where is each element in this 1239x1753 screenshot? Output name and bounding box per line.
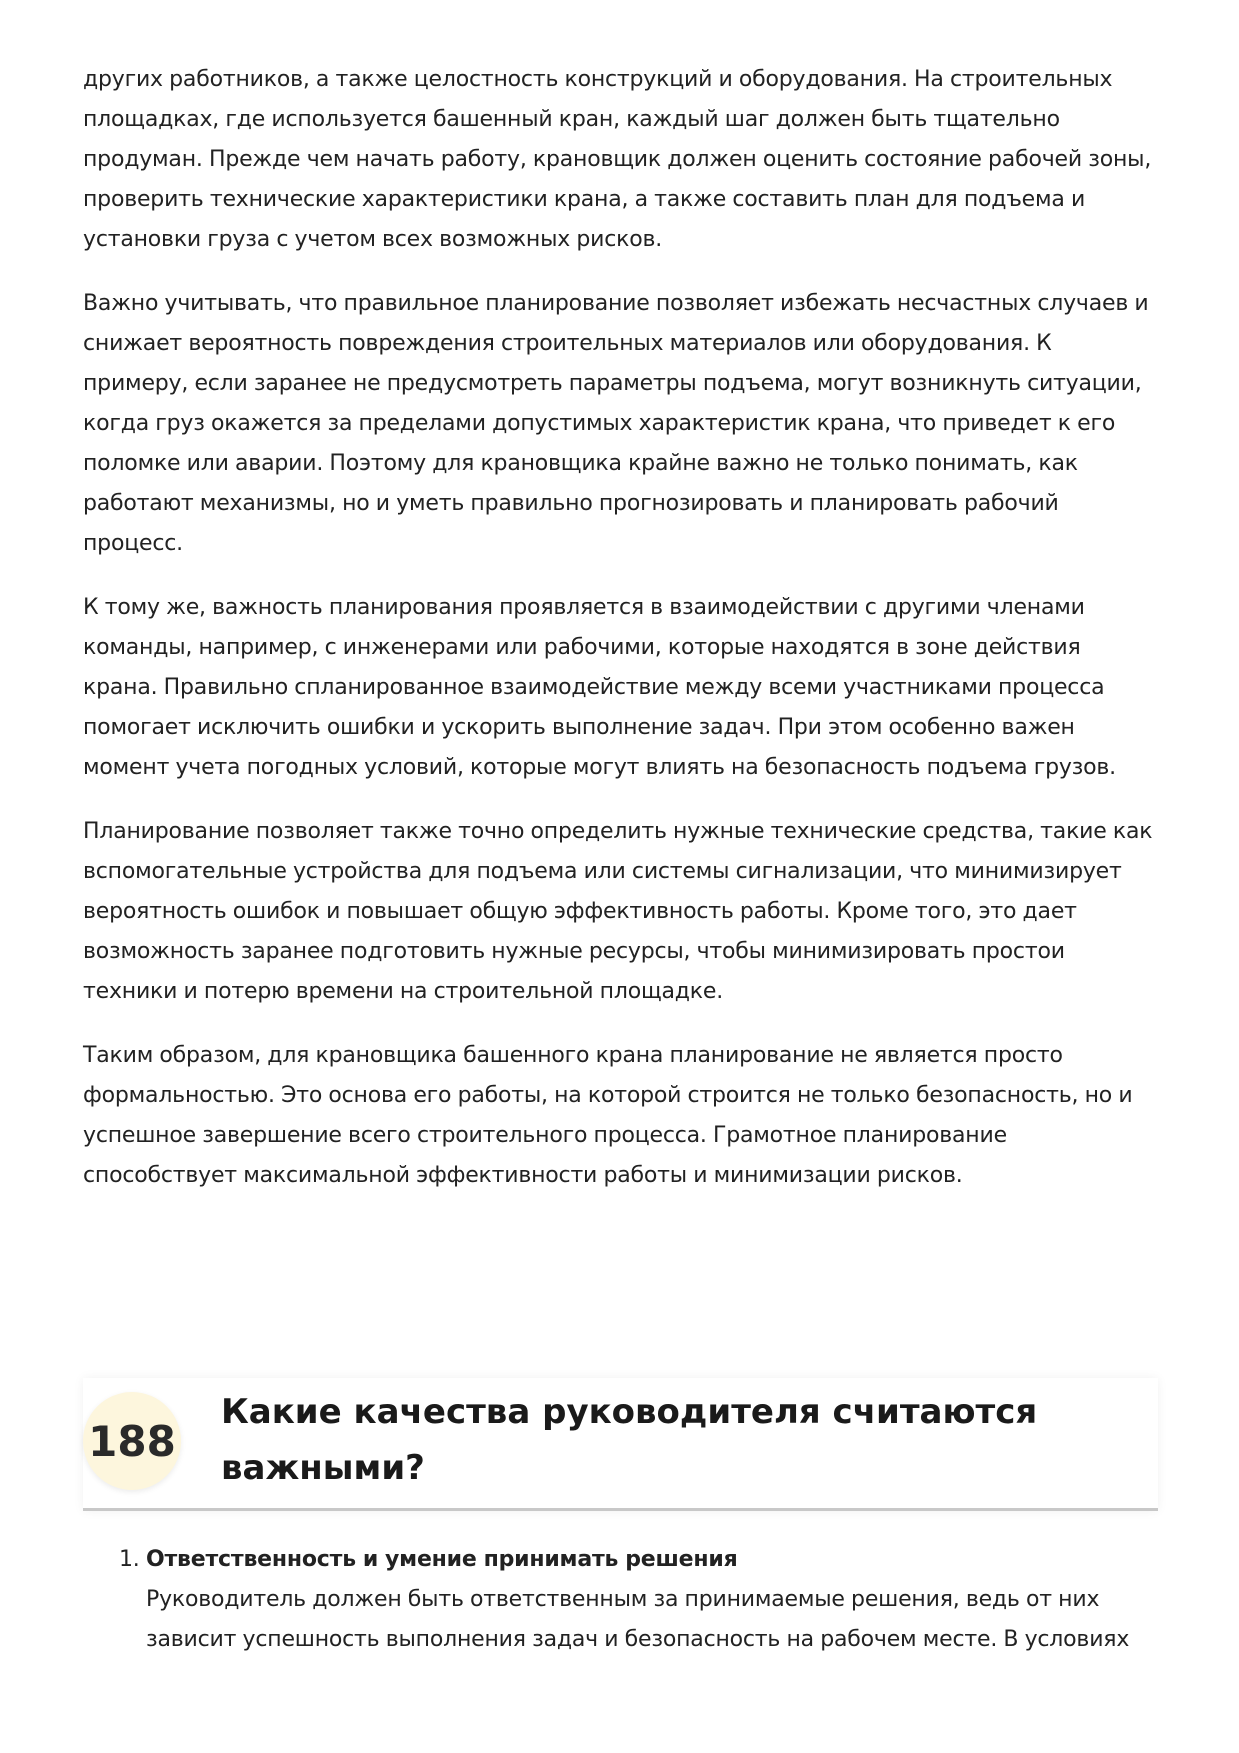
answer-list [83,1540,1158,1660]
paragraph: Планирование позволяет также точно определить нужные технические средства, такие как вспомогательные устройства для подъема или системы сигнализации, что минимизирует вероятность ошибок и повышает общую эффективность работы. Кроме того, это дает возможность заранее подготовить нужные ресурсы, чтобы минимизировать простои техники и потерю времени на строительной площадке. [83,819,1153,1004]
question-title: Какие качества руководителя считаются важными? [221,1392,1038,1488]
paragraph: К тому же, важность планирования проявляется в взаимодействии с другими членами команды, например, с инженерами или рабочими, которые находятся в зоне действия крана. Правильно спланированное взаимодействие между всеми участниками процесса помогает исключить ошибки и ускорить выполнение задач. При этом особенно важен момент учета погодных условий, которые могут влиять на безопасность подъема грузов. [83,595,1116,780]
question-number-badge: 188 [83,1392,181,1490]
list-item-heading: Ответственность и умение принимать решения [146,1547,738,1572]
article-body [83,60,1158,1220]
list-item-number: 1. [119,1547,140,1572]
list-item [83,1540,1158,1660]
question-header [83,1378,1158,1511]
list-item-text: Руководитель должен быть ответственным за принимаемые решения, ведь от них зависит успешность выполнения задач и безопасность на рабочем месте. В условиях [146,1587,1130,1652]
paragraph: Важно учитывать, что правильное планирование позволяет избежать несчастных случаев и снижает вероятность повреждения строительных материалов или оборудования. К примеру, если заранее не предусмотреть параметры подъема, могут возникнуть ситуации, когда груз окажется за пределами допустимых характеристик крана, что приведет к его поломке или аварии. Поэтому для крановщика крайне важно не только понимать, как работают механизмы, но и уметь правильно прогнозировать и планировать рабочий процесс. [83,291,1149,556]
paragraph: Таким образом, для крановщика башенного крана планирование не является просто формальностью. Это основа его работы, на которой строится не только безопасность, но и успешное завершение всего строительного процесса. Грамотное планирование способствует максимальной эффективности работы и минимизации рисков. [83,1043,1133,1188]
paragraph: других работников, а также целостность конструкций и оборудования. На строительных площадках, где используется башенный кран, каждый шаг должен быть тщательно продуман. Прежде чем начать работу, крановщик должен оценить состояние рабочей зоны, проверить технические характеристики крана, а также составить план для подъема и установки груза с учетом всех возможных рисков. [83,67,1152,252]
